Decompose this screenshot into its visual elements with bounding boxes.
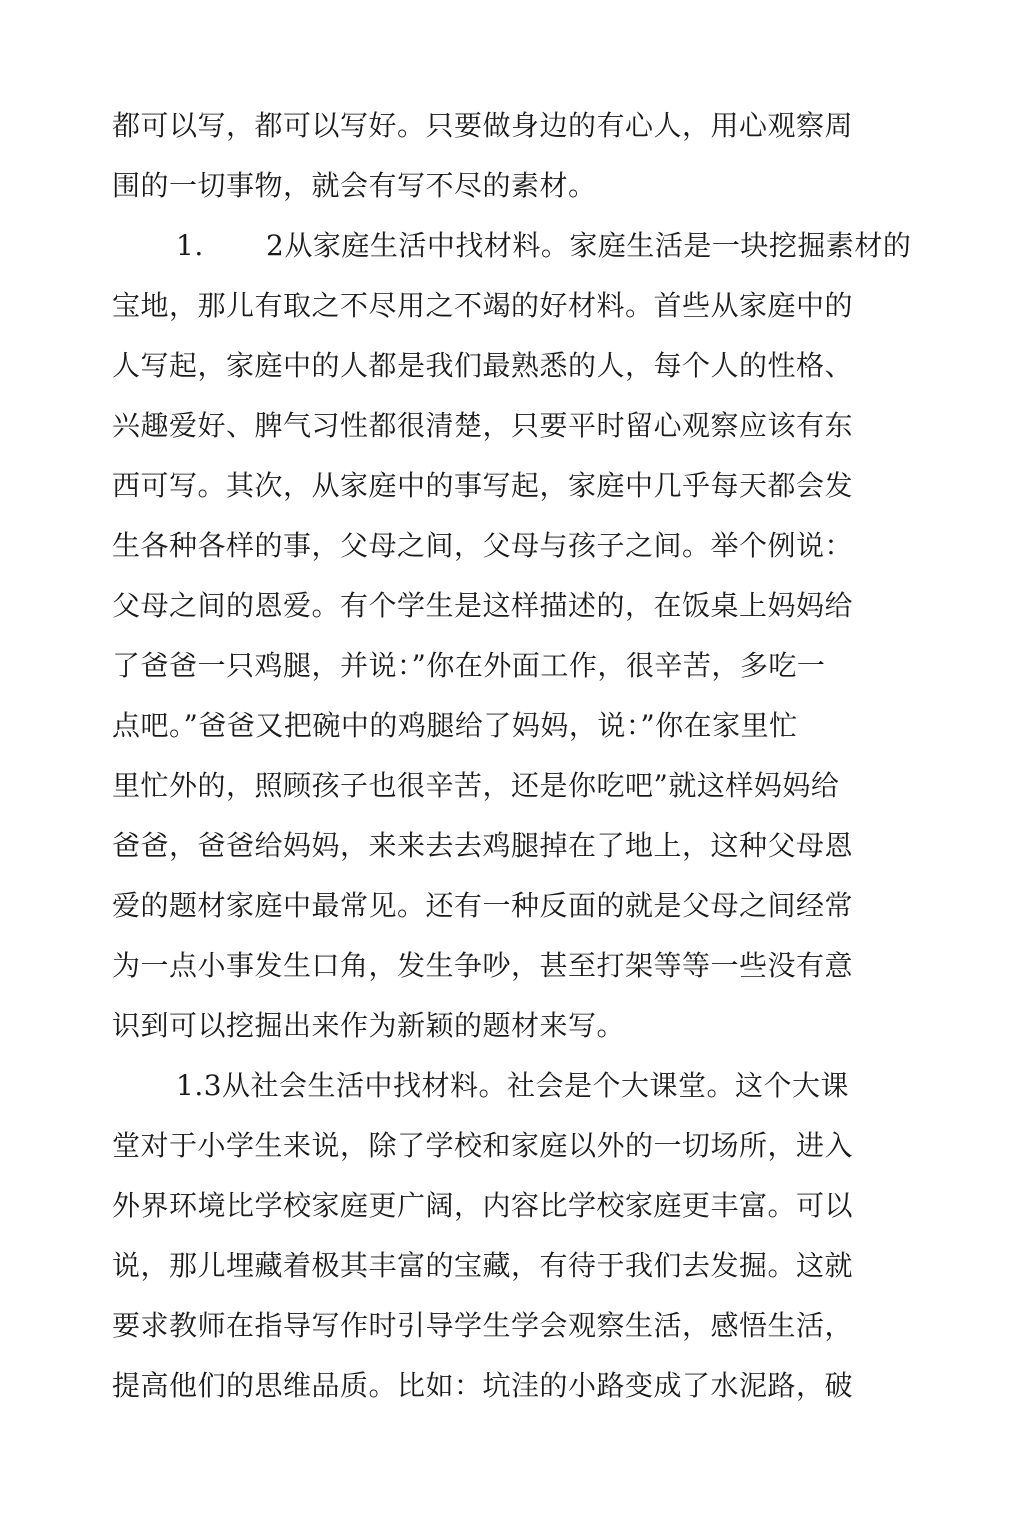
text-line: 要求教师在指导写作时引导学生学会观察生活，感悟生活， bbox=[112, 1309, 854, 1342]
text-line: 都可以写，都可以写好。只要做身边的有心人，用心观察周 bbox=[112, 109, 854, 142]
text-line: 父母之间的恩爱。有个学生是这样描述的，在饭桌上妈妈给 bbox=[112, 589, 854, 622]
text-line: 2从家庭生活中找材料。家庭生活是一块挖掘素材的 bbox=[266, 229, 912, 262]
text-line: 为一点小事发生口角，发生争吵，甚至打架等等一些没有意 bbox=[112, 949, 854, 982]
text-line: 说，那儿埋藏着极其丰富的宝藏，有待于我们去发掘。这就 bbox=[112, 1249, 854, 1282]
text-line: 识到可以挖掘出来作为新颖的题材来写。 bbox=[112, 1009, 626, 1042]
list-number: 1. bbox=[176, 229, 204, 262]
text-line: 西可写。其次，从家庭中的事写起，家庭中几乎每天都会发 bbox=[112, 469, 854, 502]
text-line: 堂对于小学生来说，除了学校和家庭以外的一切场所，进入 bbox=[112, 1129, 854, 1162]
text-line: 提高他们的思维品质。比如：坑洼的小路变成了水泥路，破 bbox=[112, 1369, 854, 1402]
text-line: 外界环境比学校家庭更广阔，内容比学校家庭更丰富。可以 bbox=[112, 1189, 854, 1222]
text-line: 生各种各样的事，父母之间，父母与孩子之间。举个例说： bbox=[112, 529, 854, 562]
text-line: 了爸爸一只鸡腿，并说：”你在外面工作，很辛苦，多吃一 bbox=[112, 649, 826, 682]
text-line: 里忙外的，照顾孩子也很辛苦，还是你吃吧”就这样妈妈给 bbox=[112, 769, 840, 802]
text-line: 人写起，家庭中的人都是我们最熟悉的人，每个人的性格、 bbox=[112, 349, 854, 382]
list-item-1-2 bbox=[176, 226, 911, 266]
text-line: 爸爸，爸爸给妈妈，来来去去鸡腿掉在了地上，这种父母恩 bbox=[112, 829, 854, 862]
text-line: 爱的题材家庭中最常见。还有一种反面的就是父母之间经常 bbox=[112, 889, 854, 922]
text-line: 兴趣爱好、脾气习性都很清楚，只要平时留心观察应该有东 bbox=[112, 409, 854, 442]
text-line: 点吧。”爸爸又把碗中的鸡腿给了妈妈，说：”你在家里忙 bbox=[112, 709, 798, 742]
text-line: 围的一切事物，就会有写不尽的素材。 bbox=[112, 169, 597, 202]
text-line: 1.3从社会生活中找材料。社会是个大课堂。这个大课 bbox=[176, 1069, 850, 1102]
text-line: 宝地，那儿有取之不尽用之不竭的好材料。首些从家庭中的 bbox=[112, 289, 854, 322]
